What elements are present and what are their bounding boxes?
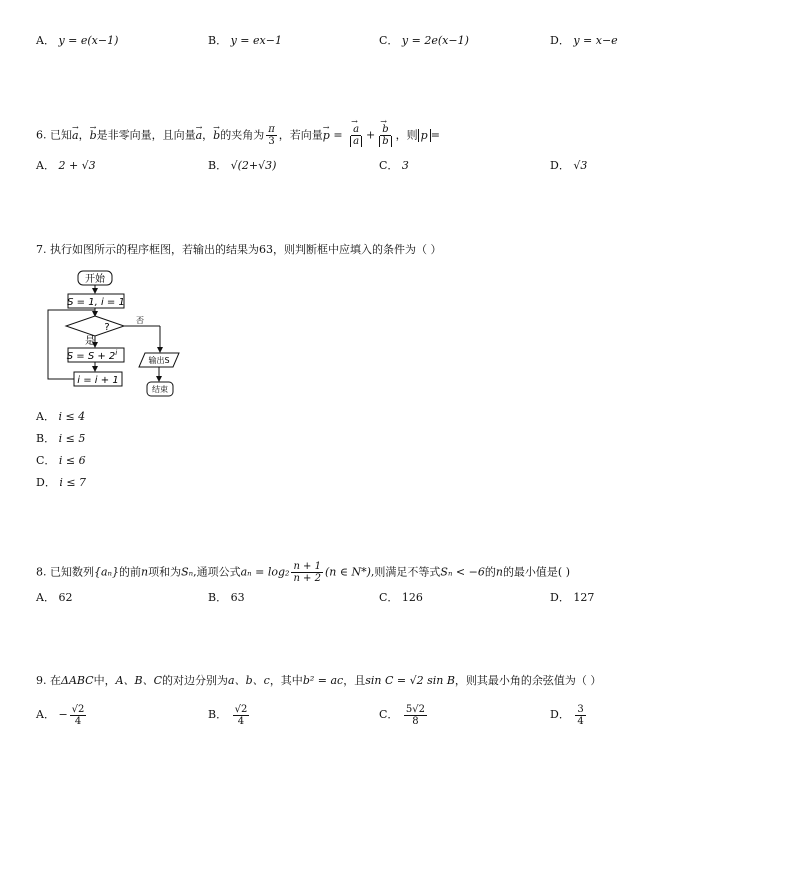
flow-condition-text: ? (104, 322, 110, 333)
q8-stem: 8. 已知数列{aₙ}的前n项和为Sₙ,通项公式aₙ = log₂ $\frac{n + 1}{n + 2}$ (n ∈ N*),则满足不等式Sₙ < −6的n的最小值是( ) (36, 561, 571, 584)
q7-option-d[interactable]: D． i ≤ 7 (36, 476, 87, 489)
q8-option-d[interactable]: D． 127 (550, 591, 595, 604)
q8-options (0, 588, 794, 608)
flow-update-s-text: $S = S + 2^i$ (66, 349, 118, 362)
flow-no-label: 否 (136, 316, 144, 325)
q8-fraction: $\frac{n + 1}{n + 2}$ (293, 561, 321, 584)
q8-option-b[interactable]: B． 63 (208, 591, 245, 604)
q5-option-c[interactable]: C． y = 2e(x−1) (379, 34, 469, 47)
flow-init-text: S = 1, i = 1 (67, 297, 125, 308)
q5-option-b[interactable]: B． y = ex−1 (208, 34, 282, 47)
pi-over-3: $\frac{\pi}{3}$ (268, 124, 275, 147)
q7-option-c[interactable]: C． i ≤ 6 (36, 454, 86, 467)
q9-options (0, 700, 794, 730)
q6-option-d[interactable]: D． √3 (550, 159, 588, 172)
q5-option-a[interactable]: A． y = e(x−1) (36, 34, 119, 47)
q6-stem: 6. 已知→ a，→ b是非零向量，且向量→ a，→ b的夹角为 $\frac{\pi}{3}$ ，若向量→ p = → $\frac{a}{a}$ + → $\frac{b}{b}$ ，则 p = (36, 124, 440, 147)
q9-option-c[interactable]: C． $\frac{5√2}{8}$ (379, 703, 426, 727)
q9-option-d[interactable]: D． $\frac{3}{4}$ (550, 703, 584, 727)
q6-options (0, 156, 794, 176)
q7-option-b[interactable]: B． i ≤ 5 (36, 432, 86, 445)
flow-end-text: 结束 (152, 385, 168, 394)
flow-update-i-text: i = i + 1 (77, 375, 119, 386)
b-over-norm-b: → $\frac{b}{b}$ (377, 124, 393, 147)
q6-option-c[interactable]: C． 3 (379, 159, 409, 172)
flow-yes-label: 是 (85, 336, 95, 347)
flow-condition-diamond (66, 316, 124, 336)
q7-flowchart (42, 268, 192, 400)
q9-option-a[interactable]: A． − $\frac{√2}{4}$ (36, 703, 85, 727)
q8-option-c[interactable]: C． 126 (379, 591, 423, 604)
q9-option-b[interactable]: B． $\frac{√2}{4}$ (208, 703, 248, 727)
q7-stem: 7. 执行如图所示的程序框图，若输出的结果为63，则判断框中应填入的条件为（ ） (36, 243, 442, 256)
q6-option-b[interactable]: B． √(2+√3) (208, 159, 277, 172)
flow-start-text: 开始 (85, 274, 105, 285)
q5-option-d[interactable]: D． y = x−e (550, 34, 618, 47)
flow-output-text: 输出S (148, 356, 170, 365)
q6-option-a[interactable]: A． 2 + √3 (36, 159, 96, 172)
q8-option-a[interactable]: A． 62 (36, 591, 73, 604)
q5-options (0, 31, 794, 51)
q9-stem: 9. 在ΔABC中，A、B、C的对边分别为a、b、c，其中b² = ac，且sin C = √2 sin B，则其最小角的余弦值为（ ） (36, 674, 602, 687)
q7-option-a[interactable]: A． i ≤ 4 (36, 410, 86, 423)
a-over-norm-a: → $\frac{a}{a}$ (348, 124, 364, 147)
